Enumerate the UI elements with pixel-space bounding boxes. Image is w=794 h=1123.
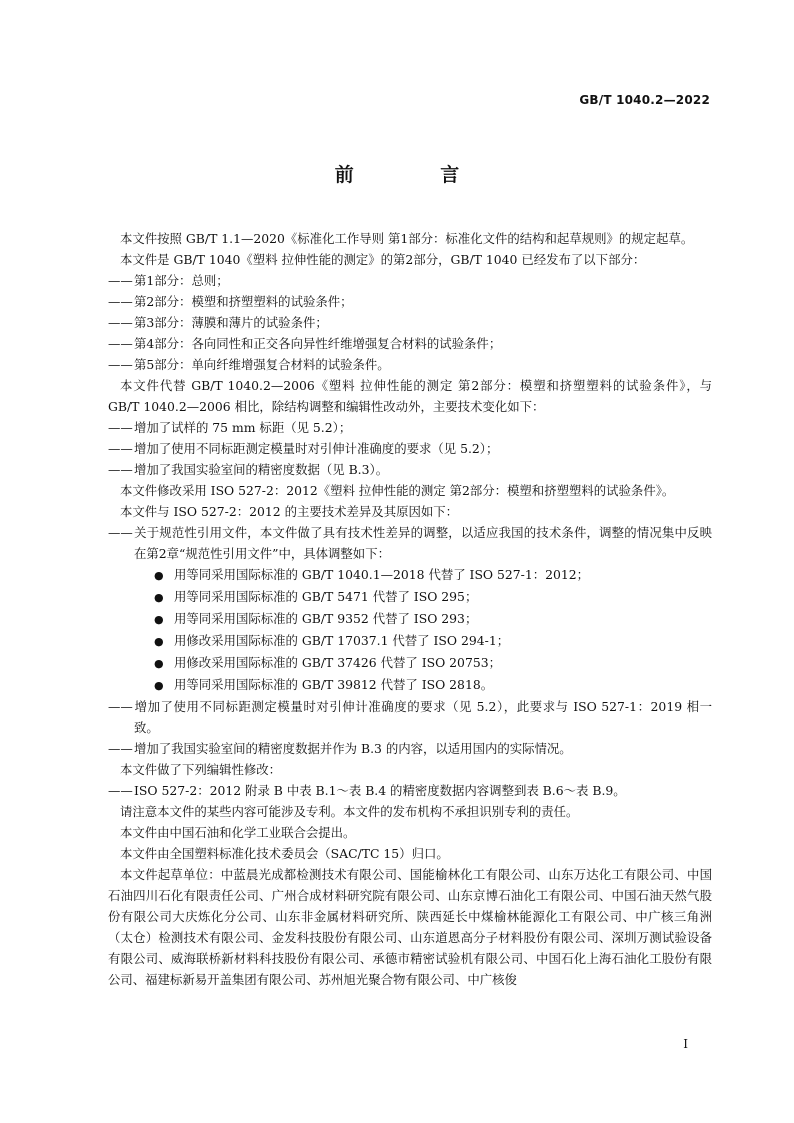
dash-marker: —— <box>108 462 133 477</box>
dash-item-text: 第4部分：各向同性和正交各向异性纤维增强复合材料的试验条件； <box>134 336 502 351</box>
paragraph: 本文件起草单位：中蓝晨光成都检测技术有限公司、国能榆林化工有限公司、山东万达化工有限公司、中国石油四川石化有限责任公司、广州合成材料研究院有限公司、山东京博石油化工有限公司、中国石油天然气股份有限公司大庆炼化分公司、山东非金属材料研究所、陕西延长中煤榆林能源化工有限公司、中广核三角洲（太仓）检测技术有限公司、金发科技股份有限公司、山东道恩高分子材料股份有限公司、深圳万测试验设备有限公司、威海联桥新材料科技股份有限公司、承德市精密试验机有限公司、中国石化上海石油化工股份有限公司、福建标新易开盖集团有限公司、苏州旭光聚合物有限公司、中广核俊 <box>108 867 712 987</box>
dash-item <box>108 438 712 459</box>
dash-marker: —— <box>108 441 133 456</box>
dash-item-text: 增加了使用不同标距测定模量时对引伸计准确度的要求（见 5.2）； <box>134 441 499 456</box>
dash-item <box>108 780 712 801</box>
paragraph: 本文件是 GB/T 1040《塑料 拉伸性能的测定》的第2部分，GB/T 1040 已经发布了以下部分： <box>120 252 646 267</box>
dash-item <box>108 312 712 333</box>
dash-item-text: 增加了我国实验室间的精密度数据（见 B.3）。 <box>134 462 389 477</box>
paragraph: 本文件由中国石油和化学工业联合会提出。 <box>120 825 356 840</box>
dash-item-text: ISO 527-2：2012 附录 B 中表 B.1～表 B.4 的精密度数据内容调整到表 B.6～表 B.9。 <box>134 783 626 798</box>
dash-marker: —— <box>108 357 133 372</box>
bullet-item <box>108 630 712 652</box>
paragraph: 本文件做了下列编辑性修改： <box>120 762 282 777</box>
bullet-item-text: 用修改采用国际标准的 GB/T 37426 代替了 ISO 20753； <box>174 655 501 670</box>
paragraph: 本文件代替 GB/T 1040.2—2006《塑料 拉伸性能的测定 第2部分：模塑和挤塑塑料的试验条件》，与 GB/T 1040.2—2006 相比，除结构调整和编辑性改动外，主要技术变化如下： <box>108 378 712 414</box>
dash-item <box>108 270 712 291</box>
dash-marker: —— <box>108 420 133 435</box>
dash-marker: —— <box>108 525 133 540</box>
bullet-item <box>108 586 712 608</box>
bullet-item <box>108 674 712 696</box>
bullet-item <box>108 608 712 630</box>
dash-marker: —— <box>108 294 133 309</box>
dash-item <box>108 333 712 354</box>
bullet-item <box>108 652 712 674</box>
standard-code: GB/T 1040.2—2022 <box>579 93 710 107</box>
page-number: I <box>683 1037 688 1051</box>
dash-item <box>108 417 712 438</box>
paragraph: 本文件修改采用 ISO 527-2：2012《塑料 拉伸性能的测定 第2部分：模塑和挤塑塑料的试验条件》。 <box>120 483 675 498</box>
dash-item <box>108 354 712 375</box>
dash-marker: —— <box>108 699 133 714</box>
dash-marker: —— <box>108 783 133 798</box>
bullet-marker: ● <box>154 591 164 604</box>
dash-marker: —— <box>108 315 133 330</box>
dash-marker: —— <box>108 741 133 756</box>
dash-item-text: 增加了试样的 75 mm 标距（见 5.2）； <box>134 420 352 435</box>
dash-item-text: 增加了我国实验室间的精密度数据并作为 B.3 的内容，以适用国内的实际情况。 <box>134 741 572 756</box>
bullet-marker: ● <box>154 679 164 692</box>
dash-item-text: 第2部分：模塑和挤塑塑料的试验条件； <box>134 294 353 309</box>
foreword-body <box>108 228 712 990</box>
bullet-marker: ● <box>154 569 164 582</box>
dash-item-text: 第3部分：薄膜和薄片的试验条件； <box>134 315 328 330</box>
dash-item <box>108 696 712 738</box>
bullet-marker: ● <box>154 657 164 670</box>
dash-item-text: 第5部分：单向纤维增强复合材料的试验条件。 <box>134 357 390 372</box>
page-title: 前 言 <box>334 164 500 186</box>
dash-marker: —— <box>108 273 133 288</box>
dash-item-text: 关于规范性引用文件，本文件做了具有技术性差异的调整，以适应我国的技术条件，调整的情况集中反映在第2章“规范性引用文件”中，具体调整如下： <box>134 525 712 561</box>
bullet-marker: ● <box>154 613 164 626</box>
dash-item <box>108 291 712 312</box>
dash-item <box>108 459 712 480</box>
bullet-item-text: 用等同采用国际标准的 GB/T 1040.1—2018 代替了 ISO 527-1：2012； <box>174 567 590 582</box>
bullet-item <box>108 564 712 586</box>
dash-item-text: 第1部分：总则； <box>134 273 229 288</box>
dash-item <box>108 522 712 564</box>
paragraph: 本文件由全国塑料标准化技术委员会（SAC/TC 15）归口。 <box>120 846 449 861</box>
dash-item <box>108 738 712 759</box>
bullet-item-text: 用修改采用国际标准的 GB/T 17037.1 代替了 ISO 294-1； <box>174 633 510 648</box>
paragraph: 请注意本文件的某些内容可能涉及专利。本文件的发布机构不承担识别专利的责任。 <box>120 804 579 819</box>
paragraph: 本文件与 ISO 527-2：2012 的主要技术差异及其原因如下： <box>120 504 459 519</box>
dash-item-text: 增加了使用不同标距测定模量时对引伸计准确度的要求（见 5.2），此要求与 ISO 527-1：2019 相一致。 <box>134 699 712 735</box>
bullet-item-text: 用等同采用国际标准的 GB/T 5471 代替了 ISO 295； <box>174 589 478 604</box>
bullet-marker: ● <box>154 635 164 648</box>
bullet-item-text: 用等同采用国际标准的 GB/T 9352 代替了 ISO 293； <box>174 611 478 626</box>
dash-marker: —— <box>108 336 133 351</box>
paragraph: 本文件按照 GB/T 1.1—2020《标准化工作导则 第1部分：标准化文件的结构和起草规则》的规定起草。 <box>120 231 694 246</box>
bullet-item-text: 用等同采用国际标准的 GB/T 39812 代替了 ISO 2818。 <box>174 677 494 692</box>
